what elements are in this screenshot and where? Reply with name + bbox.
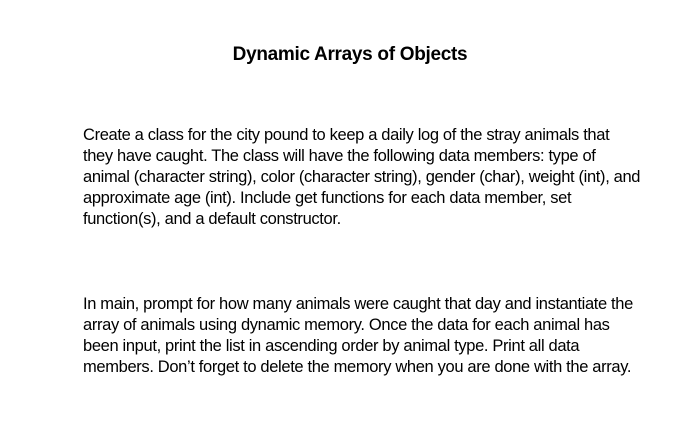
paragraph-line: they have caught. The class will have the following data members: type of xyxy=(83,147,596,165)
paragraph-line: approximate age (int). Include get functions for each data member, set xyxy=(83,189,572,207)
paragraph-line: In main, prompt for how many animals were caught that day and instantiate the xyxy=(83,295,633,313)
paragraph-line: animal (character string), color (character string), gender (char), weight (int), and xyxy=(83,168,641,186)
paragraph-line: array of animals using dynamic memory. Once the data for each animal has xyxy=(83,316,610,334)
paragraph-class-requirements xyxy=(83,125,643,230)
paragraph-line: members. Don’t forget to delete the memory when you are done with the array. xyxy=(83,358,632,376)
paragraph-line: Create a class for the city pound to keep a daily log of the stray animals that xyxy=(83,126,610,144)
paragraph-main-requirements xyxy=(83,294,643,378)
paragraph-line: been input, print the list in ascending order by animal type. Print all data xyxy=(83,337,580,355)
document-title: Dynamic Arrays of Objects xyxy=(232,44,468,65)
paragraph-line: function(s), and a default constructor. xyxy=(83,210,341,228)
